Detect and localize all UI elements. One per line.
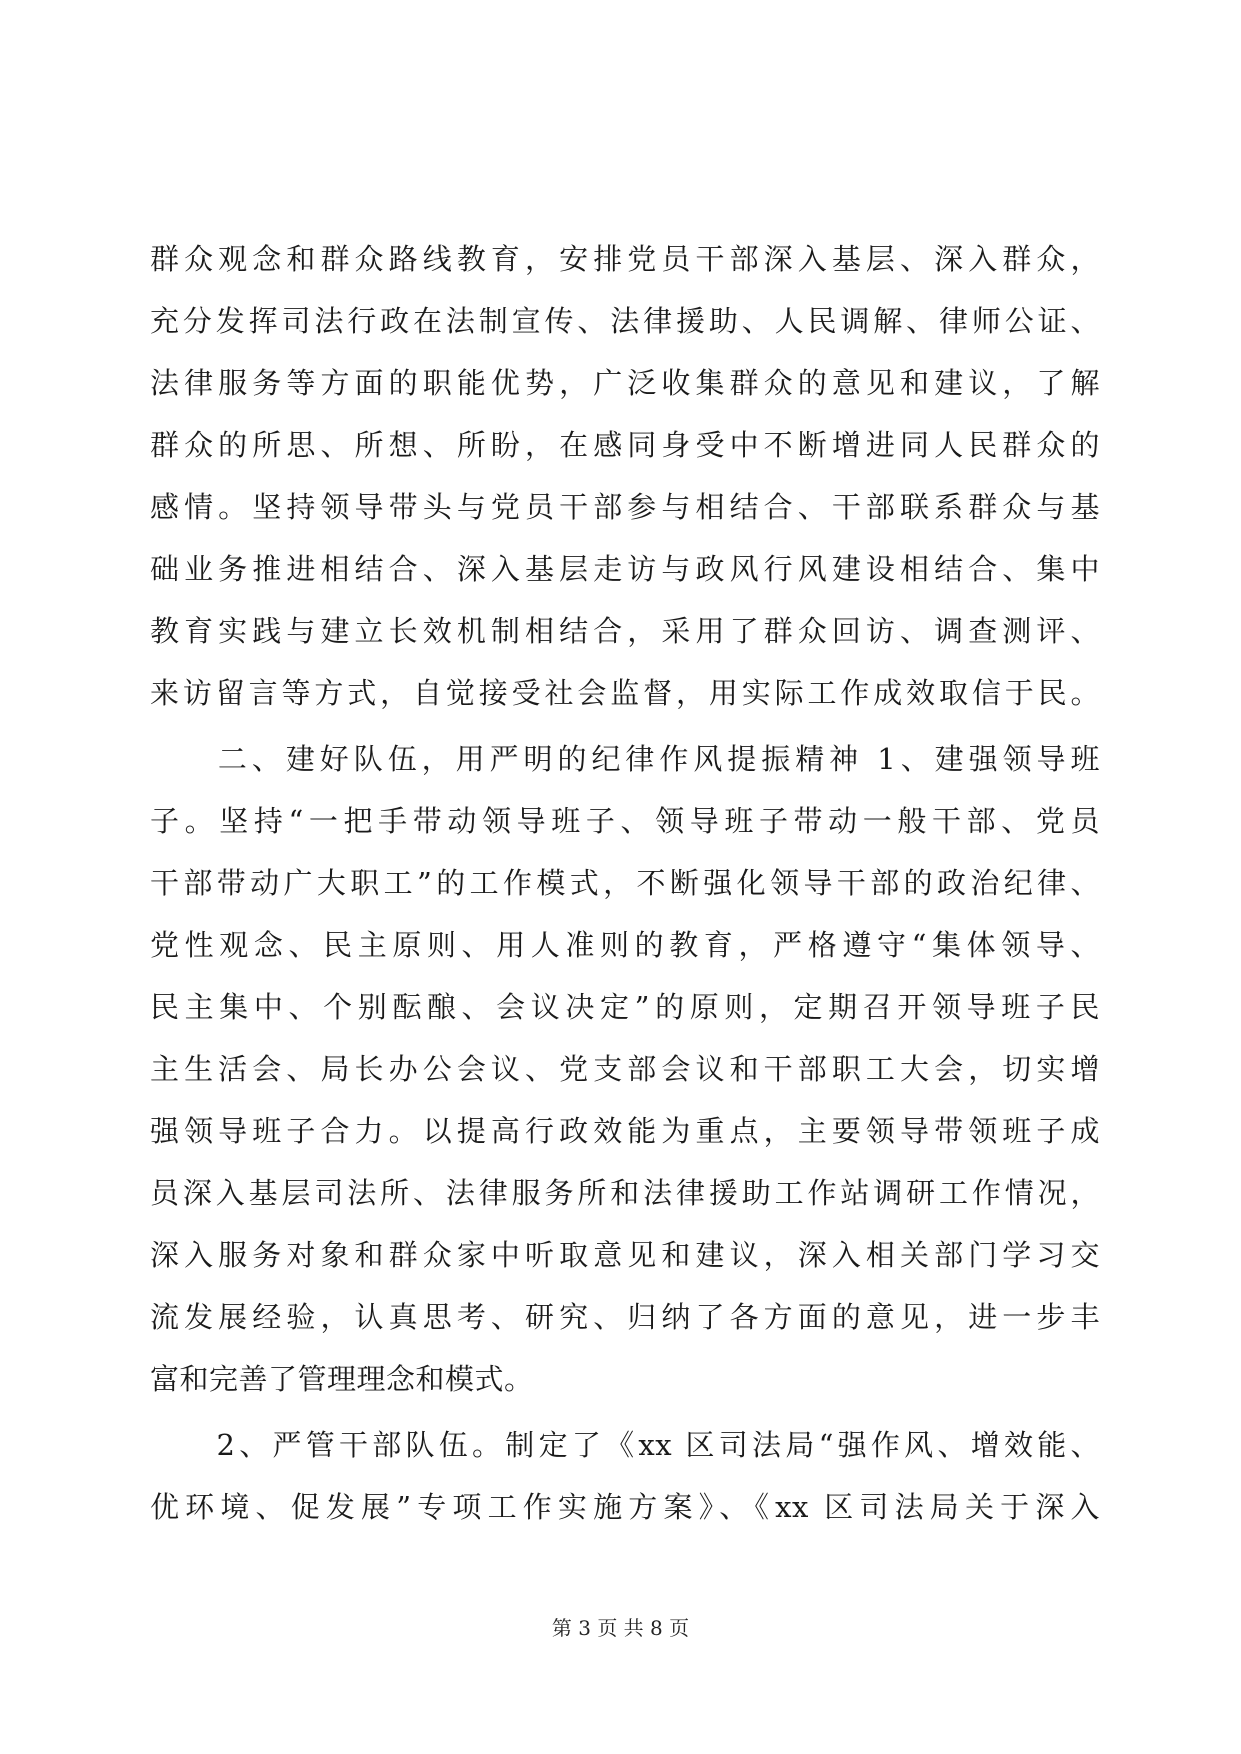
- paragraph-start-line: 2、严管干部队伍。制定了《xx 区司法局“强作风、增效能、: [150, 1428, 1100, 1462]
- page-number-footer: 第 3 页 共 8 页: [551, 1616, 690, 1640]
- text-line: 感情。坚持领导带头与党员干部参与相结合、干部联系群众与基: [150, 490, 1100, 524]
- text-line: 强领导班子合力。以提高行政效能为重点，主要领导带领班子成: [150, 1114, 1100, 1148]
- text-line: 法律服务等方面的职能优势，广泛收集群众的意见和建议，了解: [150, 366, 1100, 400]
- text-line: 优环境、促发展”专项工作实施方案》、《xx 区司法局关于深入: [150, 1490, 1100, 1524]
- text-line: 子。坚持“一把手带动领导班子、领导班子带动一般干部、党员: [150, 804, 1100, 838]
- text-line: 群众观念和群众路线教育，安排党员干部深入基层、深入群众，: [150, 242, 1100, 276]
- text-line: 员深入基层司法所、法律服务所和法律援助工作站调研工作情况，: [150, 1176, 1100, 1210]
- section-heading-line: 二、建好队伍，用严明的纪律作风提振精神 1、建强领导班: [150, 742, 1100, 776]
- text-line: 充分发挥司法行政在法制宣传、法律援助、人民调解、律师公证、: [150, 304, 1100, 338]
- text-line: 来访留言等方式，自觉接受社会监督，用实际工作成效取信于民。: [150, 676, 1100, 710]
- text-line: 党性观念、民主原则、用人准则的教育，严格遵守“集体领导、: [150, 928, 1100, 962]
- body-text: [150, 228, 1100, 1538]
- text-line: 教育实践与建立长效机制相结合，采用了群众回访、调查测评、: [150, 614, 1100, 648]
- text-line: 干部带动广大职工”的工作模式，不断强化领导干部的政治纪律、: [150, 866, 1100, 900]
- text-line: 民主集中、个别酝酿、会议决定”的原则，定期召开领导班子民: [150, 990, 1100, 1024]
- text-line: 深入服务对象和群众家中听取意见和建议，深入相关部门学习交: [150, 1238, 1100, 1272]
- text-line: 富和完善了管理理念和模式。: [150, 1362, 534, 1396]
- text-line: 础业务推进相结合、深入基层走访与政风行风建设相结合、集中: [150, 552, 1100, 586]
- text-line: 流发展经验，认真思考、研究、归纳了各方面的意见，进一步丰: [150, 1300, 1100, 1334]
- text-line: 群众的所思、所想、所盼，在感同身受中不断增进同人民群众的: [150, 428, 1100, 462]
- text-line: 主生活会、局长办公会议、党支部会议和干部职工大会，切实增: [150, 1052, 1100, 1086]
